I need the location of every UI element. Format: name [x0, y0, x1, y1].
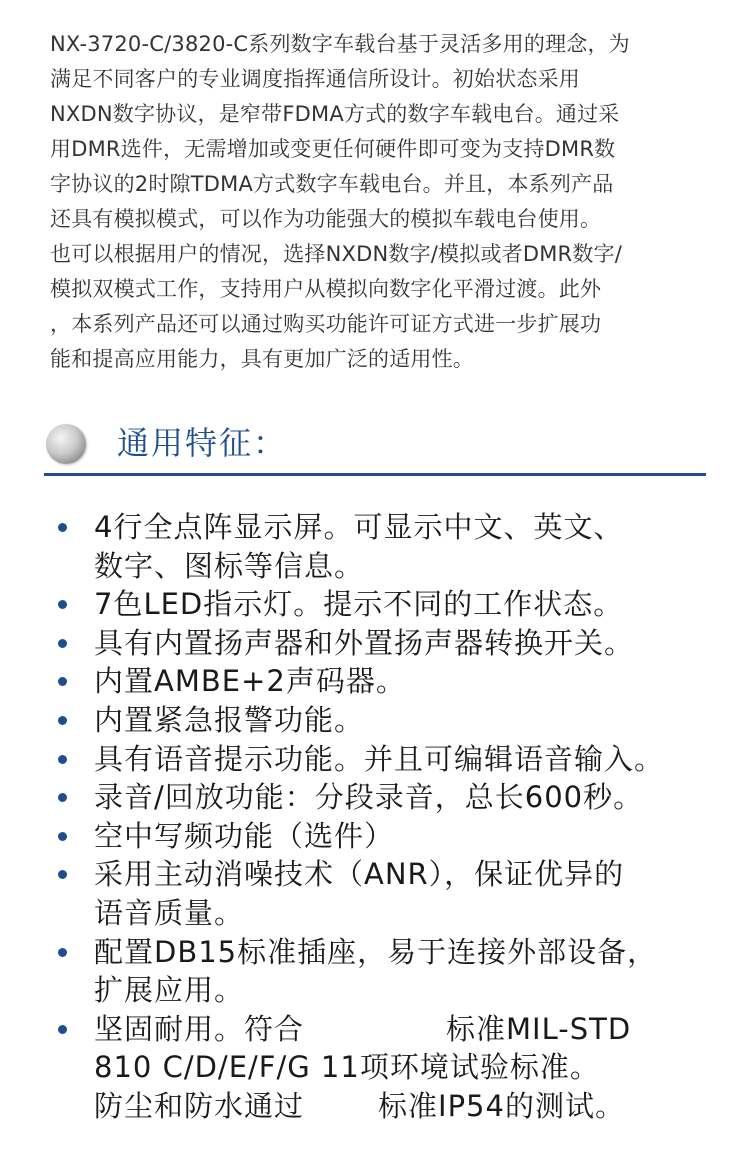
feature-text-part: 坚固耐用。符合: [94, 1011, 305, 1046]
intro-line: ，本系列产品还可以通过购买功能许可证方式进一步扩展功: [50, 312, 602, 336]
intro-line: 用DMR选件，无需增加或变更任何硬件即可变为支持DMR数: [50, 137, 616, 161]
feature-text: 空中写频功能（选件）: [94, 818, 395, 853]
feature-list: [58, 508, 718, 1126]
bullet-icon: [58, 832, 67, 841]
list-item: [58, 508, 718, 585]
feature-text: 810 C/D/E/F/G 11项环境试验标准。: [94, 1050, 600, 1085]
feature-text: 内置AMBE+2声码器。: [94, 664, 406, 699]
intro-paragraph: [50, 27, 700, 377]
bullet-icon: [58, 639, 67, 648]
intro-line: 模拟双模式工作，支持用户从模拟向数字化平滑过渡。此外: [50, 277, 602, 301]
feature-text: 具有语音提示功能。并且可编辑语音输入。: [94, 741, 665, 776]
feature-text: [94, 1010, 718, 1049]
list-item: [58, 817, 718, 856]
bullet-icon: [58, 523, 67, 532]
bullet-icon: [58, 948, 67, 957]
feature-text-part: 标准MIL-STD: [446, 1011, 632, 1046]
list-item: [58, 662, 718, 701]
list-item: [58, 740, 718, 779]
bullet-icon: [58, 793, 67, 802]
bullet-icon: [58, 755, 67, 764]
intro-line: NX-3720-C/3820-C系列数字车载台基于灵活多用的理念，为: [50, 32, 630, 56]
intro-line: 字协议的2时隙TDMA方式数字车载电台。并且，本系列产品: [50, 172, 614, 196]
section-title: 通用特征：: [117, 424, 288, 462]
bullet-icon: [58, 716, 67, 725]
globe-icon: [46, 424, 86, 464]
list-item: [58, 778, 718, 817]
intro-line: 能和提高应用能力，具有更加广泛的适用性。: [50, 347, 474, 371]
bullet-icon: [58, 870, 67, 879]
feature-text: 录音/回放功能：分段录音，总长600秒。: [94, 780, 644, 815]
intro-line: 也可以根据用户的情况，选择NXDN数字/模拟或者DMR数字/: [50, 242, 623, 266]
feature-text: 内置紧急报警功能。: [94, 702, 365, 737]
feature-text: 配置DB15标准插座，易于连接外部设备，: [94, 934, 658, 969]
section-header: [44, 419, 706, 475]
feature-text: 扩展应用。: [94, 973, 245, 1008]
feature-text: 数字、图标等信息。: [94, 548, 365, 583]
feature-text: 4行全点阵显示屏。可显示中文、英文、: [94, 510, 624, 544]
list-item: [58, 624, 718, 663]
list-item: [58, 585, 718, 624]
bullet-icon: [58, 1025, 67, 1034]
list-item: [58, 855, 718, 932]
bullet-icon: [58, 600, 67, 609]
feature-text: 采用主动消噪技术（ANR），保证优异的: [94, 857, 625, 892]
feature-text: 语音质量。: [94, 895, 245, 930]
feature-text-part: 标准IP54的测试。: [378, 1088, 625, 1123]
intro-line: NXDN数字协议，是窄带FDMA方式的数字车载电台。通过采: [50, 102, 620, 126]
list-item: [58, 701, 718, 740]
section-divider: [44, 473, 706, 476]
feature-text: [94, 1087, 718, 1126]
bullet-icon: [58, 677, 67, 686]
intro-line: 满足不同客户的专业调度指挥通信所设计。初始状态采用: [50, 67, 580, 91]
feature-text-part: 防尘和防水通过: [94, 1088, 305, 1123]
intro-line: 还具有模拟模式，可以作为功能强大的模拟车载电台使用。: [50, 207, 602, 231]
list-item: [58, 933, 718, 1010]
feature-text: 具有内置扬声器和外置扬声器转换开关。: [94, 625, 635, 660]
list-item: [58, 1010, 718, 1126]
feature-text: 7色LED指示灯。提示不同的工作状态。: [94, 587, 624, 622]
